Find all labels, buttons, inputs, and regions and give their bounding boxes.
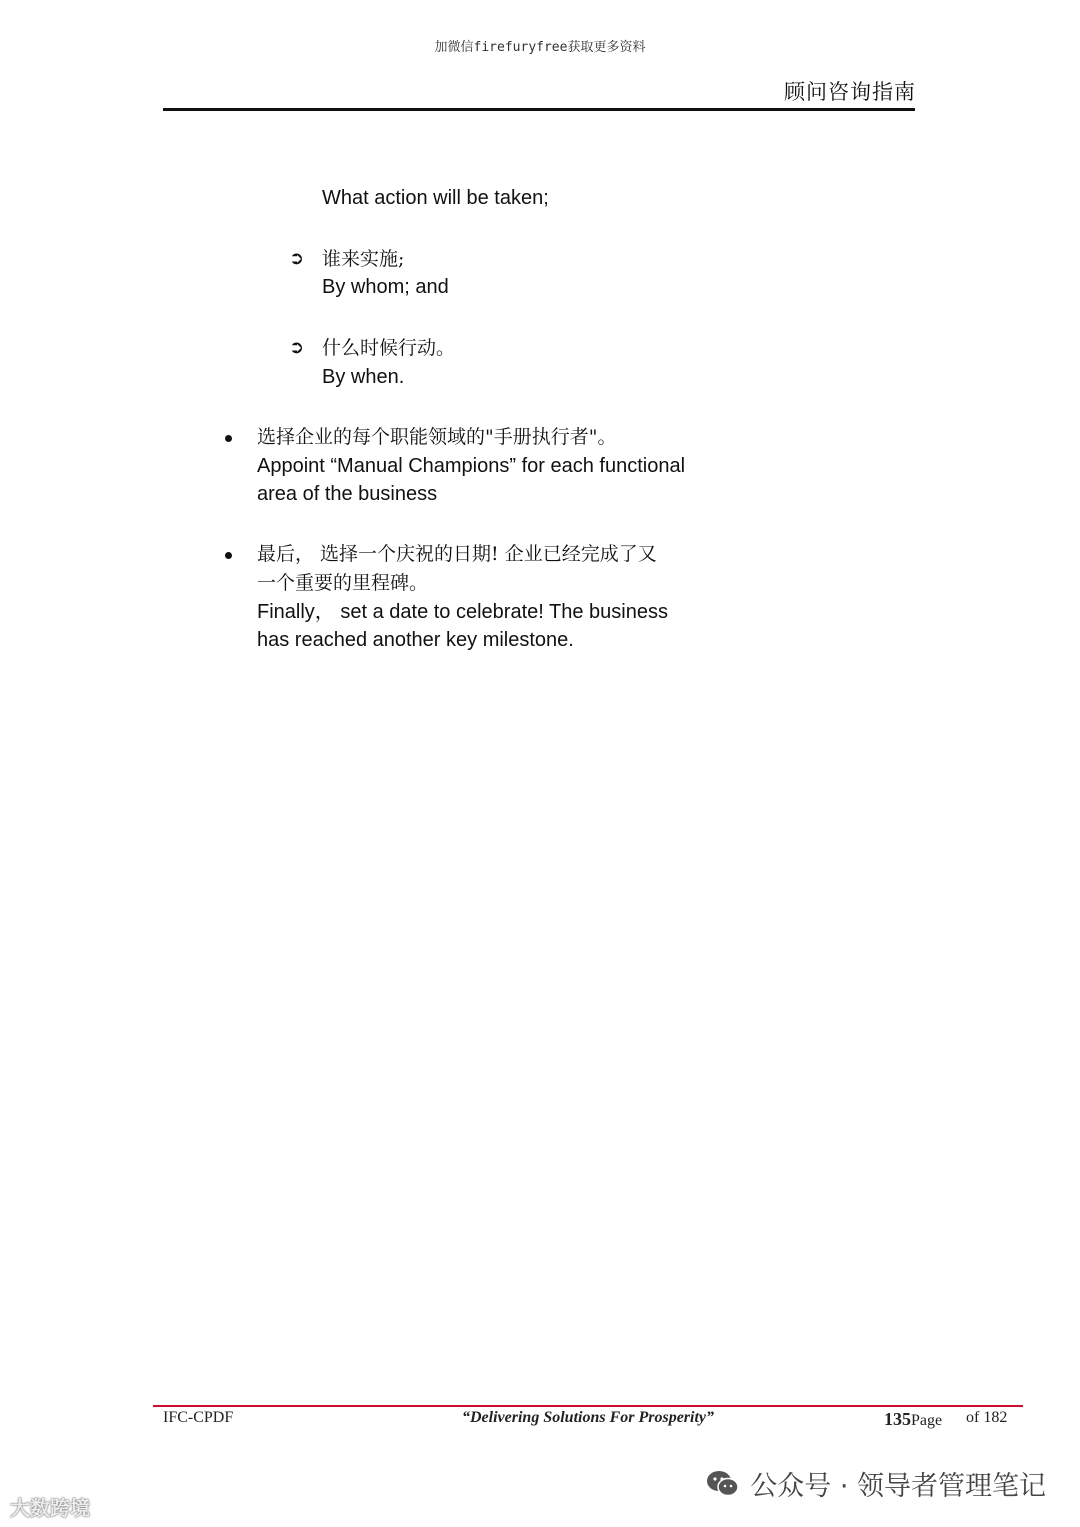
bottom-right-watermark-text: 公众号 · 领导者管理笔记 [750,1471,1046,1502]
arrow-bullet-icon: ➲ [289,248,305,268]
footer-page-total: of 182 [966,1409,1008,1426]
header-title: 顾问咨询指南 [784,80,916,104]
footer-left: IFC-CPDF [163,1409,234,1426]
sub-item-2-en: By when. [322,366,405,388]
arrow-bullet-icon: ➲ [289,337,305,357]
footer-rule [153,1405,1023,1407]
bullet-0-en-line-1: area of the business [257,483,438,505]
footer-page-label: Page [911,1412,943,1429]
footer-slogan: “Delivering Solutions For Prosperity” [462,1409,715,1426]
bullet-1-zh-line-0: 最后， 选择一个庆祝的日期! 企业已经完成了又 [257,543,657,565]
bullet-dot-icon [225,552,232,559]
bullet-1-en-line-0: Finally， set a date to celebrate! The business [257,601,668,623]
sub-item-2-zh: 什么时候行动。 [322,337,456,359]
top-watermark: 加微信firefuryfree获取更多资料 [434,40,646,55]
wechat-icon [706,1469,740,1499]
bottom-left-watermark: 大数跨境 [10,1496,90,1520]
sub-item-1-zh: 谁来实施; [322,248,405,270]
footer-page-number: 135 [884,1409,911,1429]
footer-page [884,1409,942,1430]
bullet-dot-icon [225,435,232,442]
sub-item-0-en: What action will be taken; [322,187,549,209]
header-rule [163,108,915,111]
bullet-0-zh-line-0: 选择企业的每个职能领域的"手册执行者"。 [257,426,617,448]
bullet-1-zh-line-1: 一个重要的里程碑。 [257,572,429,594]
bottom-right-watermark [706,1464,1046,1503]
bullet-0-en-line-0: Appoint “Manual Champions” for each functional [257,455,686,477]
sub-item-1-en: By whom; and [322,276,449,298]
bullet-1-en-line-1: has reached another key milestone. [257,629,574,651]
